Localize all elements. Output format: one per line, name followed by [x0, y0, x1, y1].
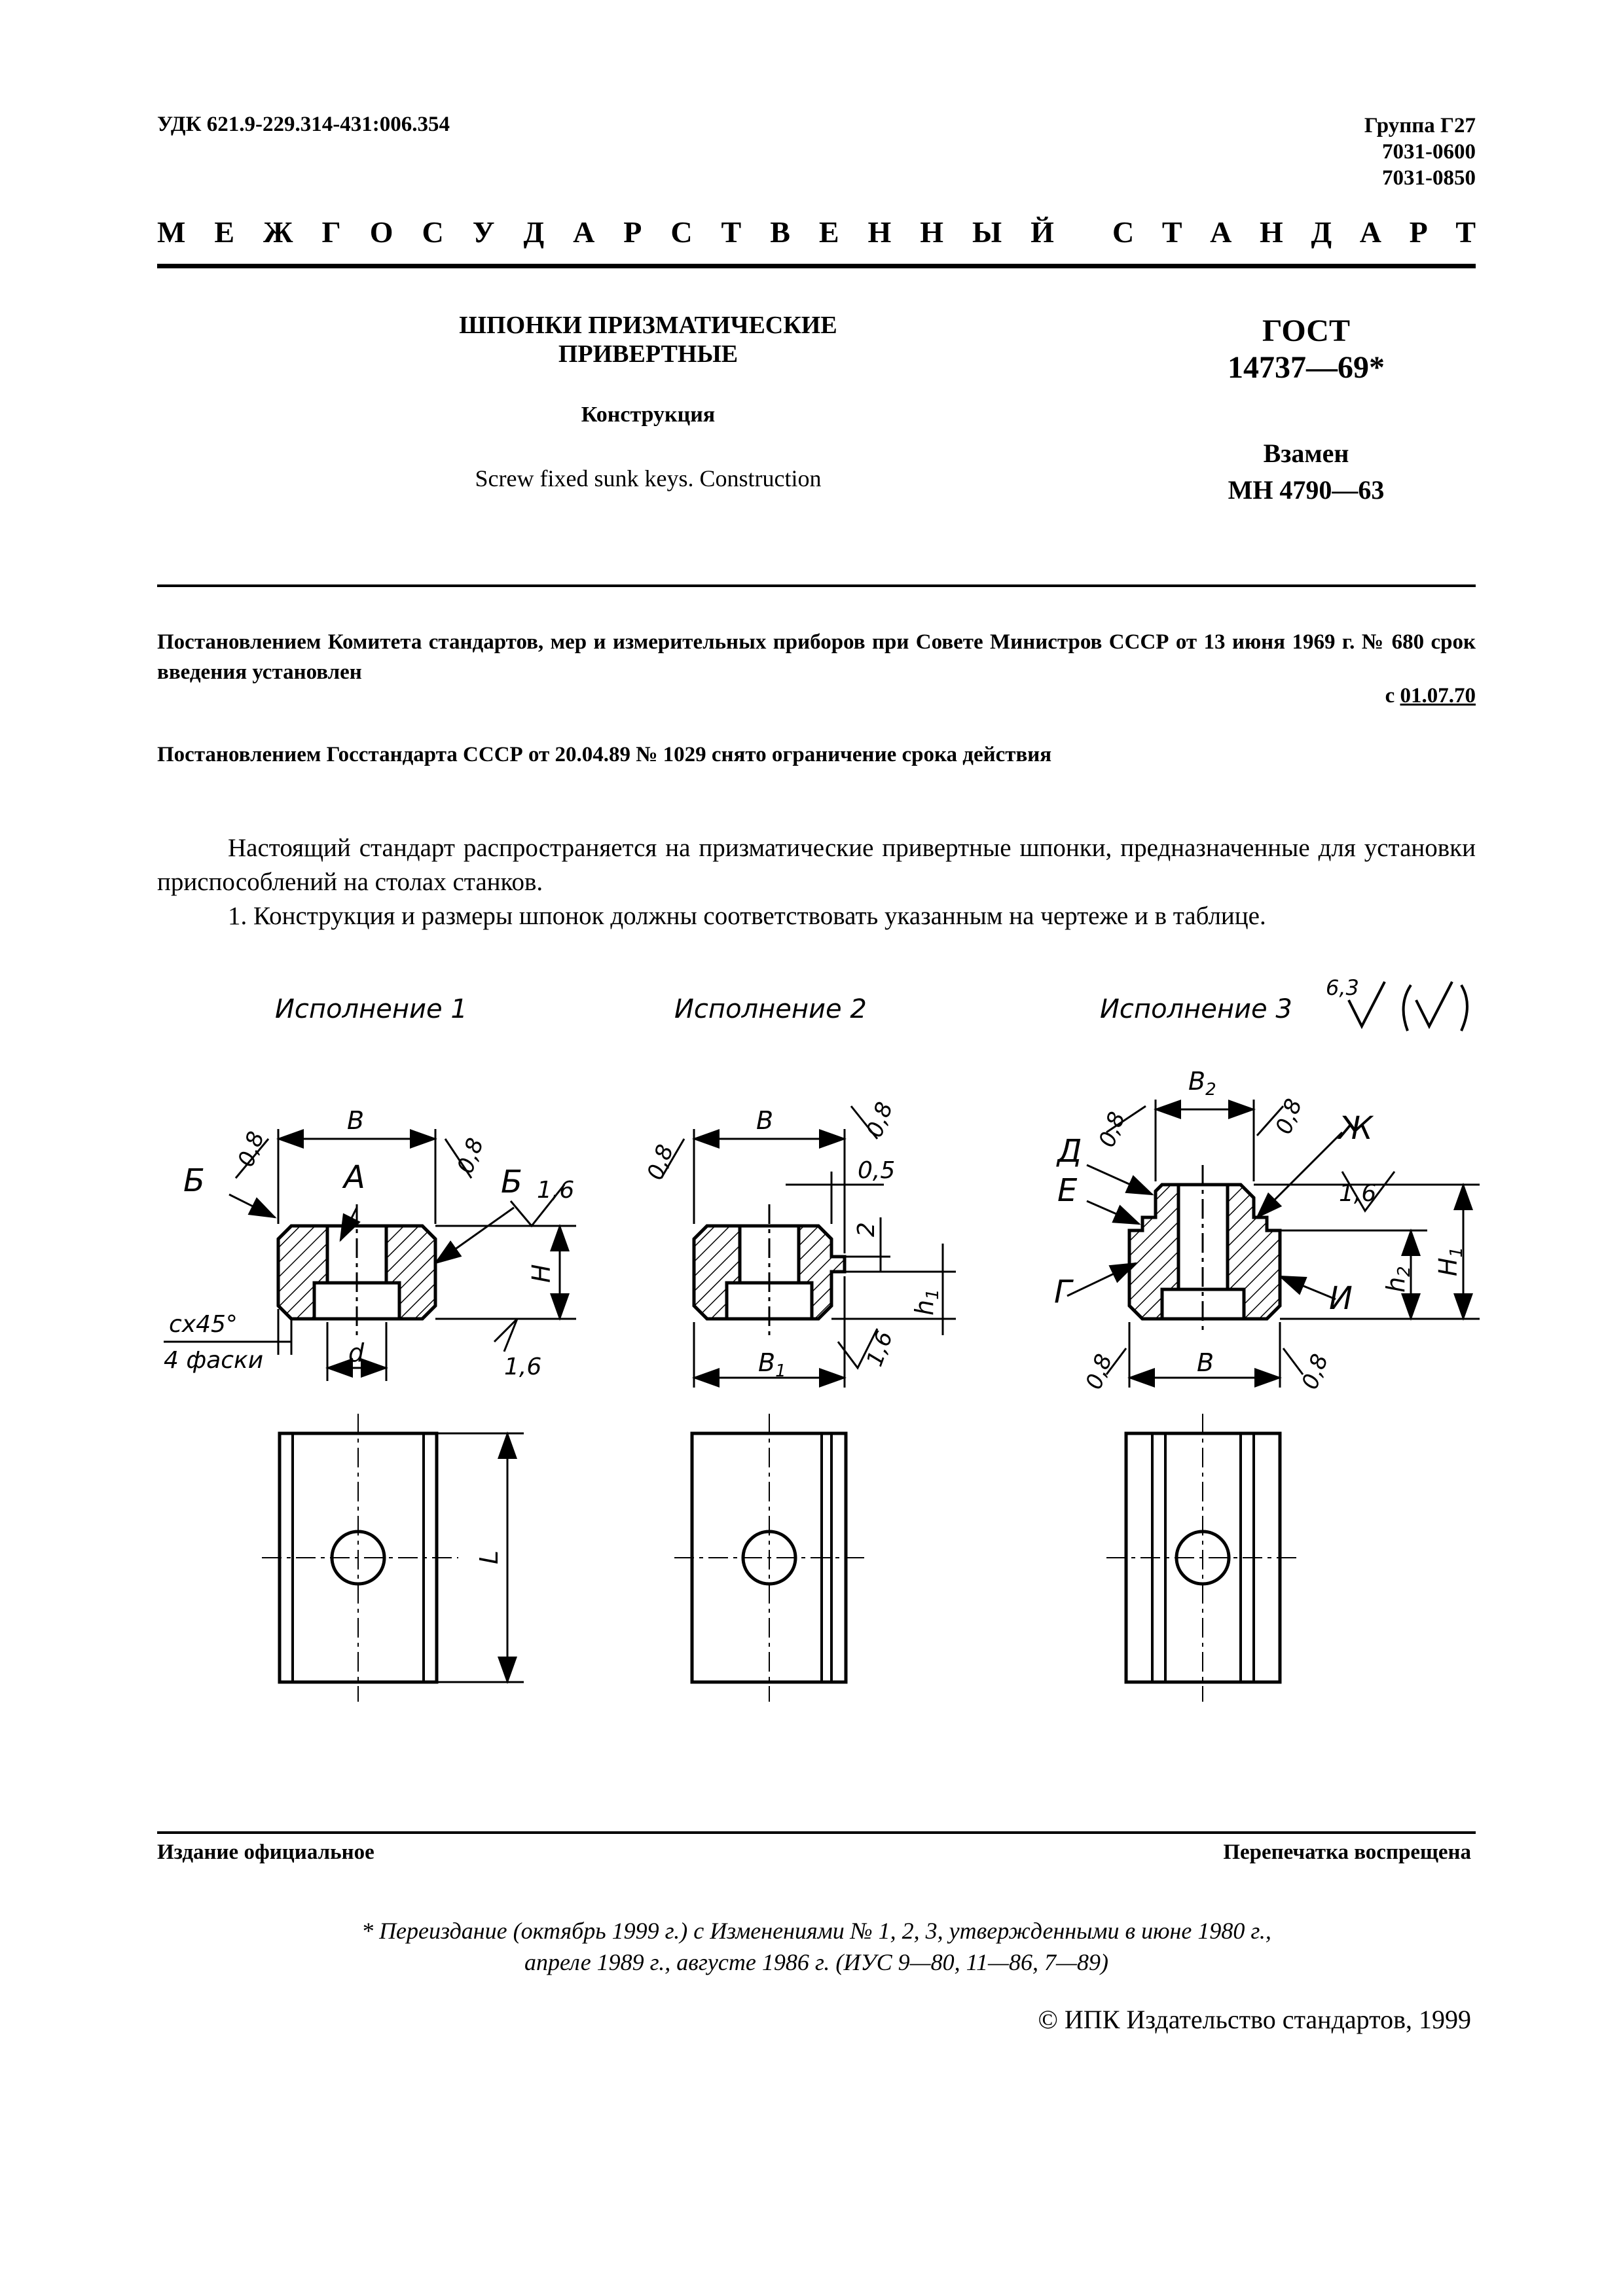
decree-date-value: 01.07.70	[1400, 684, 1476, 708]
intro-paragraph: Настоящий стандарт распространяется на призматические привертные шпонки, предназначенные для установки приспособлений на столах станков.	[157, 834, 1476, 896]
plan-view-3	[1106, 1414, 1300, 1702]
banner-letter: У	[472, 215, 495, 249]
v3-dim-h2	[1381, 1266, 1414, 1293]
banner-letter: Д	[523, 215, 545, 249]
banner-letter: М	[157, 215, 186, 249]
banner-letter: Ы	[972, 215, 1002, 249]
footer-reprint: Перепечатка воспрещена	[1223, 1840, 1471, 1864]
plan-dim-L: L	[475, 1550, 503, 1564]
gost-label: ГОСТ	[1262, 314, 1350, 348]
banner-letter: Р	[623, 215, 642, 249]
v1-roughness-08-right: 0,8	[452, 1134, 489, 1177]
title-subtitle: Конструкция	[581, 403, 716, 427]
v3-roughness-08-bottomleft: 0,8	[1080, 1350, 1118, 1393]
v3-dim-h2-sub: 2	[1395, 1266, 1414, 1277]
v3-dim-H1	[1434, 1247, 1467, 1276]
banner-letter: О	[369, 215, 393, 249]
decree-date-prefix: с	[1385, 684, 1395, 708]
banner-letter: С	[670, 215, 693, 249]
banner-letter: Й	[1030, 215, 1054, 249]
v2-roughness-08-right: 0,8	[861, 1098, 898, 1141]
v3-dim-B: B	[1197, 1348, 1214, 1377]
v3-dim-H1-sub: 1	[1447, 1246, 1467, 1258]
v3-ref-D: Д	[1057, 1133, 1082, 1170]
banner-letter: Т	[1161, 215, 1182, 249]
v2-dim-B1	[758, 1348, 786, 1381]
title-variant-3: Исполнение 3	[1100, 994, 1292, 1024]
v1-ref-B-right: Б	[501, 1164, 522, 1200]
udk-code: УДК 621.9-229.314-431:006.354	[157, 113, 450, 136]
title-line-2: ПРИВЕРТНЫЕ	[558, 340, 739, 368]
v2-dim-05: 0,5	[858, 1157, 896, 1184]
banner-letter: Т	[1455, 215, 1476, 249]
banner-letter: Н	[1260, 215, 1283, 249]
footer-rule	[157, 1831, 1476, 1834]
v3-ref-Zh: Ж	[1339, 1110, 1373, 1147]
replaces-label: Взамен	[1263, 439, 1349, 468]
roughness-sign	[1326, 975, 1467, 1031]
reissue-note-line-1: * Переиздание (октябрь 1999 г.) с Изменениями № 1, 2, 3, утвержденными в июне 1980 г.,	[361, 1918, 1271, 1944]
group-label: Группа Г27	[1364, 114, 1476, 137]
v3-ref-E: Е	[1057, 1172, 1078, 1209]
reissue-note	[157, 1915, 1476, 1978]
plan-view-2	[674, 1414, 864, 1702]
clause-1: 1. Конструкция и размеры шпонок должны соответствовать указанным на чертеже и в таблице.	[228, 902, 1266, 930]
reissue-note-line-2: апреле 1989 г., августе 1986 г. (ИУС 9—80, 11—86, 7—89)	[524, 1949, 1108, 1975]
copyright: © ИПК Издательство стандартов, 1999	[1038, 2005, 1471, 2034]
v1-ref-A: А	[344, 1159, 365, 1196]
v1-dim-d: d	[348, 1338, 365, 1367]
code-1: 7031-0600	[1382, 140, 1476, 164]
v1-ref-B-left: Б	[183, 1162, 205, 1199]
v3-dim-h2-main: h	[1381, 1276, 1410, 1293]
footer-official: Издание официальное	[157, 1840, 374, 1864]
v2-dim-B1-sub: 1	[775, 1361, 786, 1381]
banner-letter: Д	[1311, 215, 1332, 249]
banner-letter: Е	[818, 215, 839, 249]
title-variant-1: Исполнение 1	[275, 994, 467, 1024]
banner-letter: Р	[1409, 215, 1428, 249]
v3-ref-G: Г	[1054, 1274, 1072, 1310]
v3-roughness-08-topleft: 0,8	[1093, 1108, 1131, 1151]
replaces-number: МН 4790—63	[1228, 475, 1385, 505]
decree-text-1: Постановлением Комитета стандартов, мер и измерительных приборов при Совете Министров СССР от 13 июня 1969 г. № 680 срок введения установлен	[157, 630, 1476, 684]
v2-dim-B: B	[756, 1106, 774, 1135]
v3-roughness-08-topright: 0,8	[1270, 1095, 1307, 1138]
title-english: Screw fixed sunk keys. Construction	[475, 465, 822, 492]
v1-roughness-16-top: 1,6	[537, 1177, 575, 1204]
v3-dim-B2	[1188, 1067, 1216, 1100]
v3-roughness-16: 1,6	[1339, 1180, 1377, 1207]
code-2: 7031-0850	[1382, 166, 1476, 190]
v2-dim-h1-sub: 1	[923, 1289, 943, 1300]
v3-dim-H1-main: H	[1434, 1257, 1463, 1276]
banner-letter: А	[1210, 215, 1232, 249]
banner-letter: А	[573, 215, 595, 249]
v3-roughness-08-bottomright: 0,8	[1296, 1350, 1334, 1393]
v1-chamfer-size: cx45°	[169, 1311, 238, 1338]
v2-roughness-16: 1,6	[861, 1327, 898, 1371]
banner-letter: Ж	[263, 215, 293, 249]
v2-dim-2: 2	[853, 1222, 880, 1237]
v3-dim-B2-main: B	[1188, 1067, 1206, 1096]
banner-letter: Е	[214, 215, 235, 249]
v1-roughness-08-left: 0,8	[232, 1128, 270, 1171]
roughness-value: 6,3	[1326, 975, 1359, 1000]
banner-letter: С	[1112, 215, 1135, 249]
decree-text-2: Постановлением Госстандарта СССР от 20.04.89 № 1029 снято ограничение срока действия	[157, 743, 1052, 766]
banner-letter: Г	[321, 215, 341, 249]
v1-roughness-16-bottom: 1,6	[504, 1354, 542, 1380]
banner-letter: Н	[920, 215, 944, 249]
banner-letter: С	[422, 215, 444, 249]
title-line-1: ШПОНКИ ПРИЗМАТИЧЕСКИЕ	[459, 312, 837, 339]
v1-dim-B: B	[347, 1106, 365, 1135]
banner-letter: В	[770, 215, 790, 249]
title-variant-2: Исполнение 2	[674, 994, 867, 1024]
banner-letter: Т	[721, 215, 742, 249]
v2-roughness-08-left: 0,8	[642, 1141, 679, 1184]
v3-ref-I: И	[1329, 1280, 1353, 1317]
v1-chamfer-count: 4 фаски	[164, 1347, 264, 1374]
banner-letter: Н	[867, 215, 892, 249]
variant-3-section	[1129, 1185, 1280, 1319]
v2-dim-h1-main: h	[910, 1299, 939, 1316]
banner-letter: А	[1359, 215, 1381, 249]
v3-dim-B2-sub: 2	[1205, 1080, 1216, 1100]
v2-dim-h1	[910, 1289, 943, 1316]
v2-dim-B1-main: B	[758, 1348, 776, 1377]
gost-number: 14737—69*	[1228, 350, 1385, 385]
v1-dim-H: H	[527, 1264, 556, 1283]
